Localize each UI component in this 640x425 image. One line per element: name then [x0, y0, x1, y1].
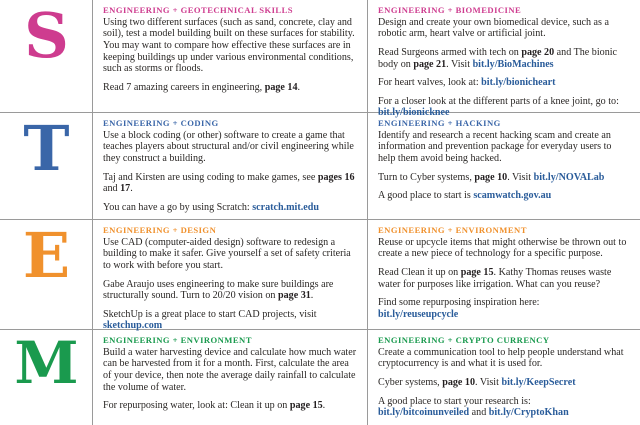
activity-body: Identify and research a recent hacking scam and create an information and prevention package for everyday users to help them avoid being hacked.: [378, 129, 612, 164]
external-link[interactable]: scratch.mit.edu: [252, 201, 319, 213]
ref-text: For heart valves, look at:: [378, 77, 482, 89]
activity-body: Using two different surfaces (such as sand, concrete, clay and soil), test a model building built on these surfaces for stability. You may want to compare how effective these surfaces are in keeping buildings up under various environmental conditions, such as storms or floods.: [103, 16, 355, 75]
page-ref: page 14: [264, 81, 298, 93]
big-letter-e: E: [22, 219, 70, 292]
ref-text: A good place to start is: [378, 190, 474, 202]
page-ref: page 15: [289, 400, 323, 412]
activity-body: Build a water harvesting device and calculate how much water can be harvested from it for a month. First, calculate the area of your device, then note the average daily rainfall to calculate the volume of water.: [103, 346, 357, 393]
letter-cell-e: [0, 220, 93, 329]
ref-text: Gabe Araujo uses engineering to make sure buildings are structurally sound. Turn to 20/20 vision on: [103, 278, 334, 302]
activity-reference: [103, 279, 357, 302]
ref-tail: .: [310, 290, 314, 302]
activity-heading: ENGINEERING + HACKING: [378, 118, 501, 128]
activity-card-environment: [368, 220, 640, 329]
page-ref: page 21: [413, 58, 447, 70]
page-ref: page 10: [442, 376, 476, 388]
ref-text: Read 7 amazing careers in engineering,: [103, 81, 265, 93]
activity-row-s: [0, 0, 640, 119]
activity-row-m: [0, 330, 640, 425]
ref-text: . Visit: [446, 58, 473, 70]
big-letter-m: M: [14, 329, 78, 397]
activity-body: Use CAD (computer-aided design) software to redesign a building to make it safer. Give yourself a set of safety criteria to work with before you start.: [103, 236, 351, 271]
activity-heading: ENGINEERING + CRYPTO CURRENCY: [378, 335, 550, 345]
activity-row-t: [0, 113, 640, 220]
external-link[interactable]: bit.ly/NOVALab: [533, 171, 605, 183]
page-ref: 17: [120, 183, 131, 195]
ref-text: Find some repurposing inspiration here:: [378, 297, 540, 309]
activity-card-hacking: [368, 113, 640, 219]
activity-body: Create a communication tool to help people understand what cryptocurrency is and what it is used for.: [378, 346, 624, 370]
activity-reference: [378, 377, 630, 389]
big-letter-t: T: [23, 112, 69, 185]
external-link[interactable]: bit.ly/bitcoinunveiled: [378, 407, 470, 419]
page-ref: pages 16: [317, 171, 355, 183]
letter-cell-m: [0, 330, 93, 425]
activity-row-e: [0, 220, 640, 330]
activity-card-coding: [93, 113, 368, 219]
activity-reference: [378, 267, 630, 290]
activity-link-line: [378, 77, 630, 89]
activity-link-line: [378, 396, 630, 419]
activity-link-line: [103, 202, 357, 214]
page-ref: page 10: [474, 171, 508, 183]
external-link[interactable]: bit.ly/bionicknee: [378, 107, 450, 119]
letter-cell-s: [0, 0, 93, 112]
external-link[interactable]: sketchup.com: [103, 320, 163, 332]
activity-heading: ENGINEERING + BIOMEDICINE: [378, 5, 522, 15]
ref-text: Read Surgeons armed with tech on: [378, 46, 522, 58]
activity-card-biomedicine: [368, 0, 640, 119]
ref-tail: . Kathy Thomas reuses waste water for purposes like irrigation. What can you reuse?: [378, 266, 612, 290]
external-link[interactable]: bit.ly/reuseupcycle: [378, 308, 459, 320]
letter-cell-t: [0, 113, 93, 219]
external-link[interactable]: bit.ly/KeepSecret: [501, 376, 576, 388]
activity-card-crypto-currency: [368, 330, 640, 425]
activity-link-line: [378, 297, 630, 320]
activity-reference: [103, 172, 357, 195]
ref-tail: .: [297, 81, 301, 93]
ref-text: and: [469, 407, 489, 419]
activity-heading: ENGINEERING + ENVIRONMENT: [103, 335, 252, 345]
ref-text: Taj and Kirsten are using coding to make games, see: [103, 171, 318, 183]
external-link[interactable]: bit.ly/BioMachines: [472, 58, 554, 70]
activity-reference: [103, 400, 357, 412]
ref-tail: .: [130, 183, 133, 195]
activity-body: Reuse or upcycle items that might otherwise be thrown out to create a new piece of technology for a specific purpose.: [378, 236, 627, 260]
external-link[interactable]: bit.ly/CryptoKhan: [488, 407, 569, 419]
ref-text: For a closer look at the different parts of a knee joint, go to:: [378, 95, 619, 107]
activity-card-water-environment: [93, 330, 368, 425]
activity-card-design: [93, 220, 368, 332]
activity-body: Use a block coding (or other) software to create a game that teaches players about structural and/or civil engineering while they construct a building.: [103, 129, 354, 164]
activity-card-geotechnical: [93, 0, 368, 112]
page-ref: page 20: [521, 46, 555, 58]
activity-reference: [103, 82, 357, 94]
ref-text: Cyber systems,: [378, 376, 443, 388]
big-letter-s: S: [24, 0, 68, 72]
activity-heading: ENGINEERING + GEOTECHNICAL SKILLS: [103, 5, 293, 15]
page-ref: page 31: [277, 290, 311, 302]
external-link[interactable]: bit.ly/bionicheart: [481, 77, 556, 89]
ref-text: . Visit: [507, 171, 534, 183]
ref-text: and The bionic body on: [378, 46, 618, 70]
ref-text: and: [103, 183, 121, 195]
activity-link-line: [378, 190, 630, 202]
activity-reference: [378, 172, 630, 184]
activity-heading: ENGINEERING + ENVIRONMENT: [378, 225, 527, 235]
page-ref: page 15: [460, 266, 494, 278]
activity-link-line: [103, 309, 357, 332]
activity-heading: ENGINEERING + DESIGN: [103, 225, 217, 235]
activity-heading: ENGINEERING + CODING: [103, 118, 219, 128]
ref-tail: .: [322, 400, 326, 412]
external-link[interactable]: scamwatch.gov.au: [473, 190, 552, 202]
ref-text: Read Clean it up on: [378, 266, 461, 278]
ref-text: You can have a go by using Scratch:: [103, 201, 253, 213]
ref-text: For repurposing water, look at: Clean it up on: [103, 400, 290, 412]
ref-text: Turn to Cyber systems,: [378, 171, 475, 183]
activity-reference: [378, 47, 630, 70]
ref-text: A good place to start your research is:: [378, 395, 531, 407]
ref-text: . Visit: [475, 376, 502, 388]
ref-text: SketchUp is a great place to start CAD projects, visit: [103, 308, 317, 320]
activity-body: Design and create your own biomedical device, such as a robotic arm, heart valve or artificial joint.: [378, 16, 609, 40]
